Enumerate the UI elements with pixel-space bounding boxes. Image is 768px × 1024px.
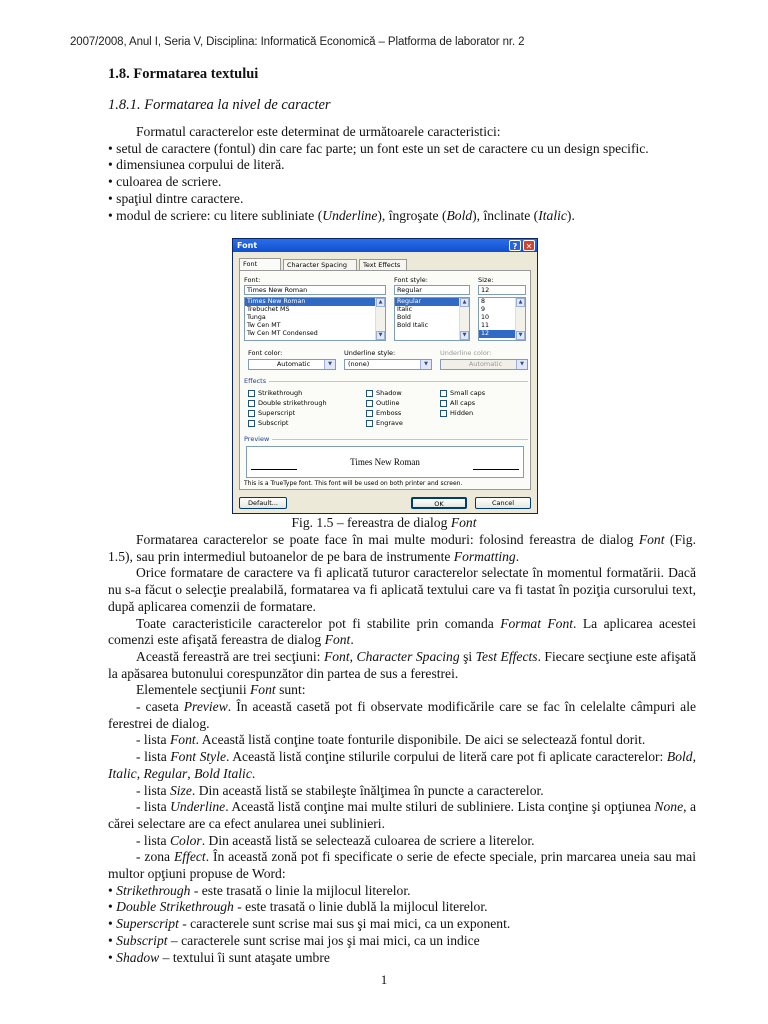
superscript-checkbox[interactable]: Superscript [248,409,295,417]
hidden-checkbox[interactable]: Hidden [440,409,473,417]
paragraph: - lista Font Style. Această listă conţine stilurile corpului de literă care pot fi aplicate caracterelor: Bold, Italic, Regular, Bold Italic. [108,749,696,781]
intro-bullet-size: • dimensiunea corpului de literă. [108,157,285,173]
font-list-item[interactable]: Tw Cen MT Condensed [247,330,318,337]
font-color-label: Font color: [248,349,283,357]
chevron-down-icon: ▼ [516,360,527,369]
effects-group-label: Effects [244,377,269,385]
style-list-item[interactable]: Bold [397,314,411,321]
font-style-input[interactable]: Regular [394,285,470,295]
size-list-item[interactable]: 10 [481,314,490,321]
font-input[interactable]: Times New Roman [244,285,386,295]
effects-group-line [244,381,528,382]
paragraph: - lista Underline. Această listă conţine mai multe stiluri de subliniere. Lista conţine şi opţiunea None, a cărei selectare are ca efect anularea unei sublinieri. [108,799,696,831]
shadow-checkbox[interactable]: Shadow [366,389,402,397]
font-style-list[interactable] [394,297,470,341]
scroll-down-icon[interactable]: ▼ [516,331,525,340]
font-tab-panel [239,270,531,490]
preview-baseline-left [251,469,297,470]
subscript-checkbox[interactable]: Subscript [248,419,289,427]
intro-bullet-style: • modul de scriere: cu litere subliniate (Underline), îngroşate (Bold), înclinate (Italic). [108,207,575,223]
small-caps-checkbox[interactable]: Small caps [440,389,485,397]
ok-button[interactable]: OK [411,497,467,509]
outline-checkbox[interactable]: Outline [366,399,400,407]
scroll-up-icon[interactable]: ▲ [460,298,469,307]
size-label: Size: [478,276,494,284]
underline-style-select[interactable]: (none) ▼ [344,359,432,370]
page-header: 2007/2008, Anul I, Seria V, Disciplina: Informatică Economică – Platforma de laborator nr. 2 [70,36,525,48]
figure-caption: Fig. 1.5 – fereastra de dialog Font [291,515,477,530]
list-item: • Superscript - caracterele sunt scrise mai sus şi mai mici, ca un exponent. [108,916,511,932]
all-caps-checkbox[interactable]: All caps [440,399,475,407]
paragraph: Elementele secţiunii Font sunt: [136,682,306,698]
font-color-select[interactable]: Automatic ▼ [248,359,336,370]
paragraph: - zona Effect. În această zonă pot fi specificate o serie de efecte speciale, prin marcarea uneia sau mai multor opţiuni propuse de Word: [108,849,696,882]
cancel-button[interactable]: Cancel [475,497,531,509]
paragraph: Toate caracteristicile caracterelor pot fi stabilite prin comanda Format Font. La aplicarea acestei comenzi este afişată fereastra de dialog Font. [108,615,696,648]
chevron-down-icon: ▼ [420,360,431,369]
dialog-title: Font [237,241,258,250]
strikethrough-checkbox[interactable]: Strikethrough [248,389,302,397]
paragraph: - caseta Preview. În această casetă pot fi observate modificările care se fac în celelalte câmpuri ale ferestrei de dialog. [108,699,697,731]
tab-character-spacing[interactable]: Character Spacing [283,259,357,270]
scroll-up-icon[interactable]: ▲ [516,298,525,307]
style-list-scrollbar[interactable] [459,298,469,340]
body-text [108,532,696,966]
paragraph: - lista Font. Această listă conţine toate fonturile disponibile. De aici se selectează fontul dorit. [136,732,646,748]
paragraph: Orice formatare de caractere va fi aplicată tuturor caracterelor selectate în momentul formatării. Dacă nu s-a făcut o selecţie prealabilă, formatarea va fi aplicată textului care va fi tastat în poziţia cursorului text, după aplicarea comenzii de formatare. [108,565,696,614]
tab-font[interactable]: Font [239,258,281,270]
style-list-item[interactable]: Bold Italic [397,322,429,329]
paragraph: Această fereastră are trei secţiuni: Font, Character Spacing şi Test Effects. Fiecare secţiune este afişată la apăsarea butonului corespunzător din partea de sus a ferestrei. [108,648,696,681]
style-list-item[interactable]: Italic [397,306,413,313]
truetype-info: This is a TrueType font. This font will be used on both printer and screen. [244,480,463,487]
font-list-item[interactable]: Times New Roman [245,298,385,306]
font-dialog [232,238,538,514]
scroll-up-icon[interactable]: ▲ [376,298,385,307]
preview-box [246,446,524,478]
preview-group-line [244,439,528,440]
close-button[interactable]: ✕ [523,240,535,251]
underline-color-select[interactable]: Automatic ▼ [440,359,528,370]
list-item: • Double Strikethrough - este trasată o linie dublă la mijlocul literelor. [108,899,488,915]
tab-text-effects[interactable]: Text Effects [359,259,407,270]
paragraph: Formatarea caracterelor se poate face în mai multe moduri: folosind fereastra de dialog Font (Fig. 1.5), sau prin intermediul butoanelor de pe bara de instrumente Formatting. [108,532,696,564]
preview-text: Times New Roman [350,457,420,467]
engrave-checkbox[interactable]: Engrave [366,419,403,427]
scroll-down-icon[interactable]: ▼ [460,331,469,340]
size-list-item[interactable]: 9 [481,306,486,313]
emboss-checkbox[interactable]: Emboss [366,409,401,417]
paragraph: - lista Color. Din această listă se selectează culoarea de scriere a literelor. [136,832,535,848]
help-button[interactable]: ? [509,240,521,251]
font-list[interactable] [244,297,386,341]
list-item: • Shadow – textului îi sunt ataşate umbre [108,949,330,965]
intro-lead: Formatul caracterelor este determinat de următoarele caracteristici: [136,124,501,139]
subsection-title: 1.8.1. Formatarea la nivel de caracter [108,97,331,113]
size-list-item[interactable]: 8 [481,298,486,305]
font-list-scrollbar[interactable] [375,298,385,340]
double-strikethrough-checkbox[interactable]: Double strikethrough [248,399,327,407]
size-list-item[interactable]: 11 [481,322,490,329]
list-item: • Subscript – caracterele sunt scrise mai jos şi mai mici, ca un indice [108,932,480,948]
section-title: 1.8. Formatarea textului [108,66,259,82]
chevron-down-icon: ▼ [324,360,335,369]
scroll-down-icon[interactable]: ▼ [376,331,385,340]
intro-bullet-color: • culoarea de scriere. [108,174,222,190]
underline-color-label: Underline color: [440,349,492,357]
intro-block [108,124,696,224]
preview-baseline-right [473,469,519,470]
intro-bullet-font: • setul de caractere (fontul) din care fac parte; un font este un set de caractere cu un design specific. [108,140,649,156]
size-list-item[interactable]: 12 [479,330,525,338]
font-style-label: Font style: [394,276,428,284]
font-list-item[interactable]: Tunga [247,314,266,321]
dialog-titlebar [233,239,537,252]
font-list-item[interactable]: Trebuchet MS [247,306,290,313]
underline-style-label: Underline style: [344,349,396,357]
size-list[interactable] [478,297,526,341]
size-input[interactable]: 12 [478,285,526,295]
style-list-item[interactable]: Regular [395,298,469,306]
paragraph: - lista Size. Din această listă se stabileşte înălţimea în puncte a caracterelor. [136,782,544,798]
font-list-item[interactable]: Tw Cen MT [247,322,281,329]
size-list-scrollbar[interactable] [515,298,525,340]
intro-bullet-spacing: • spaţiul dintre caractere. [108,190,244,206]
page-number: 1 [380,972,388,987]
preview-group-label: Preview [244,435,272,443]
list-item: • Strikethrough - este trasată o linie la mijlocul literelor. [108,882,411,898]
font-label: Font: [244,276,261,284]
default-button[interactable]: Default... [239,497,287,509]
